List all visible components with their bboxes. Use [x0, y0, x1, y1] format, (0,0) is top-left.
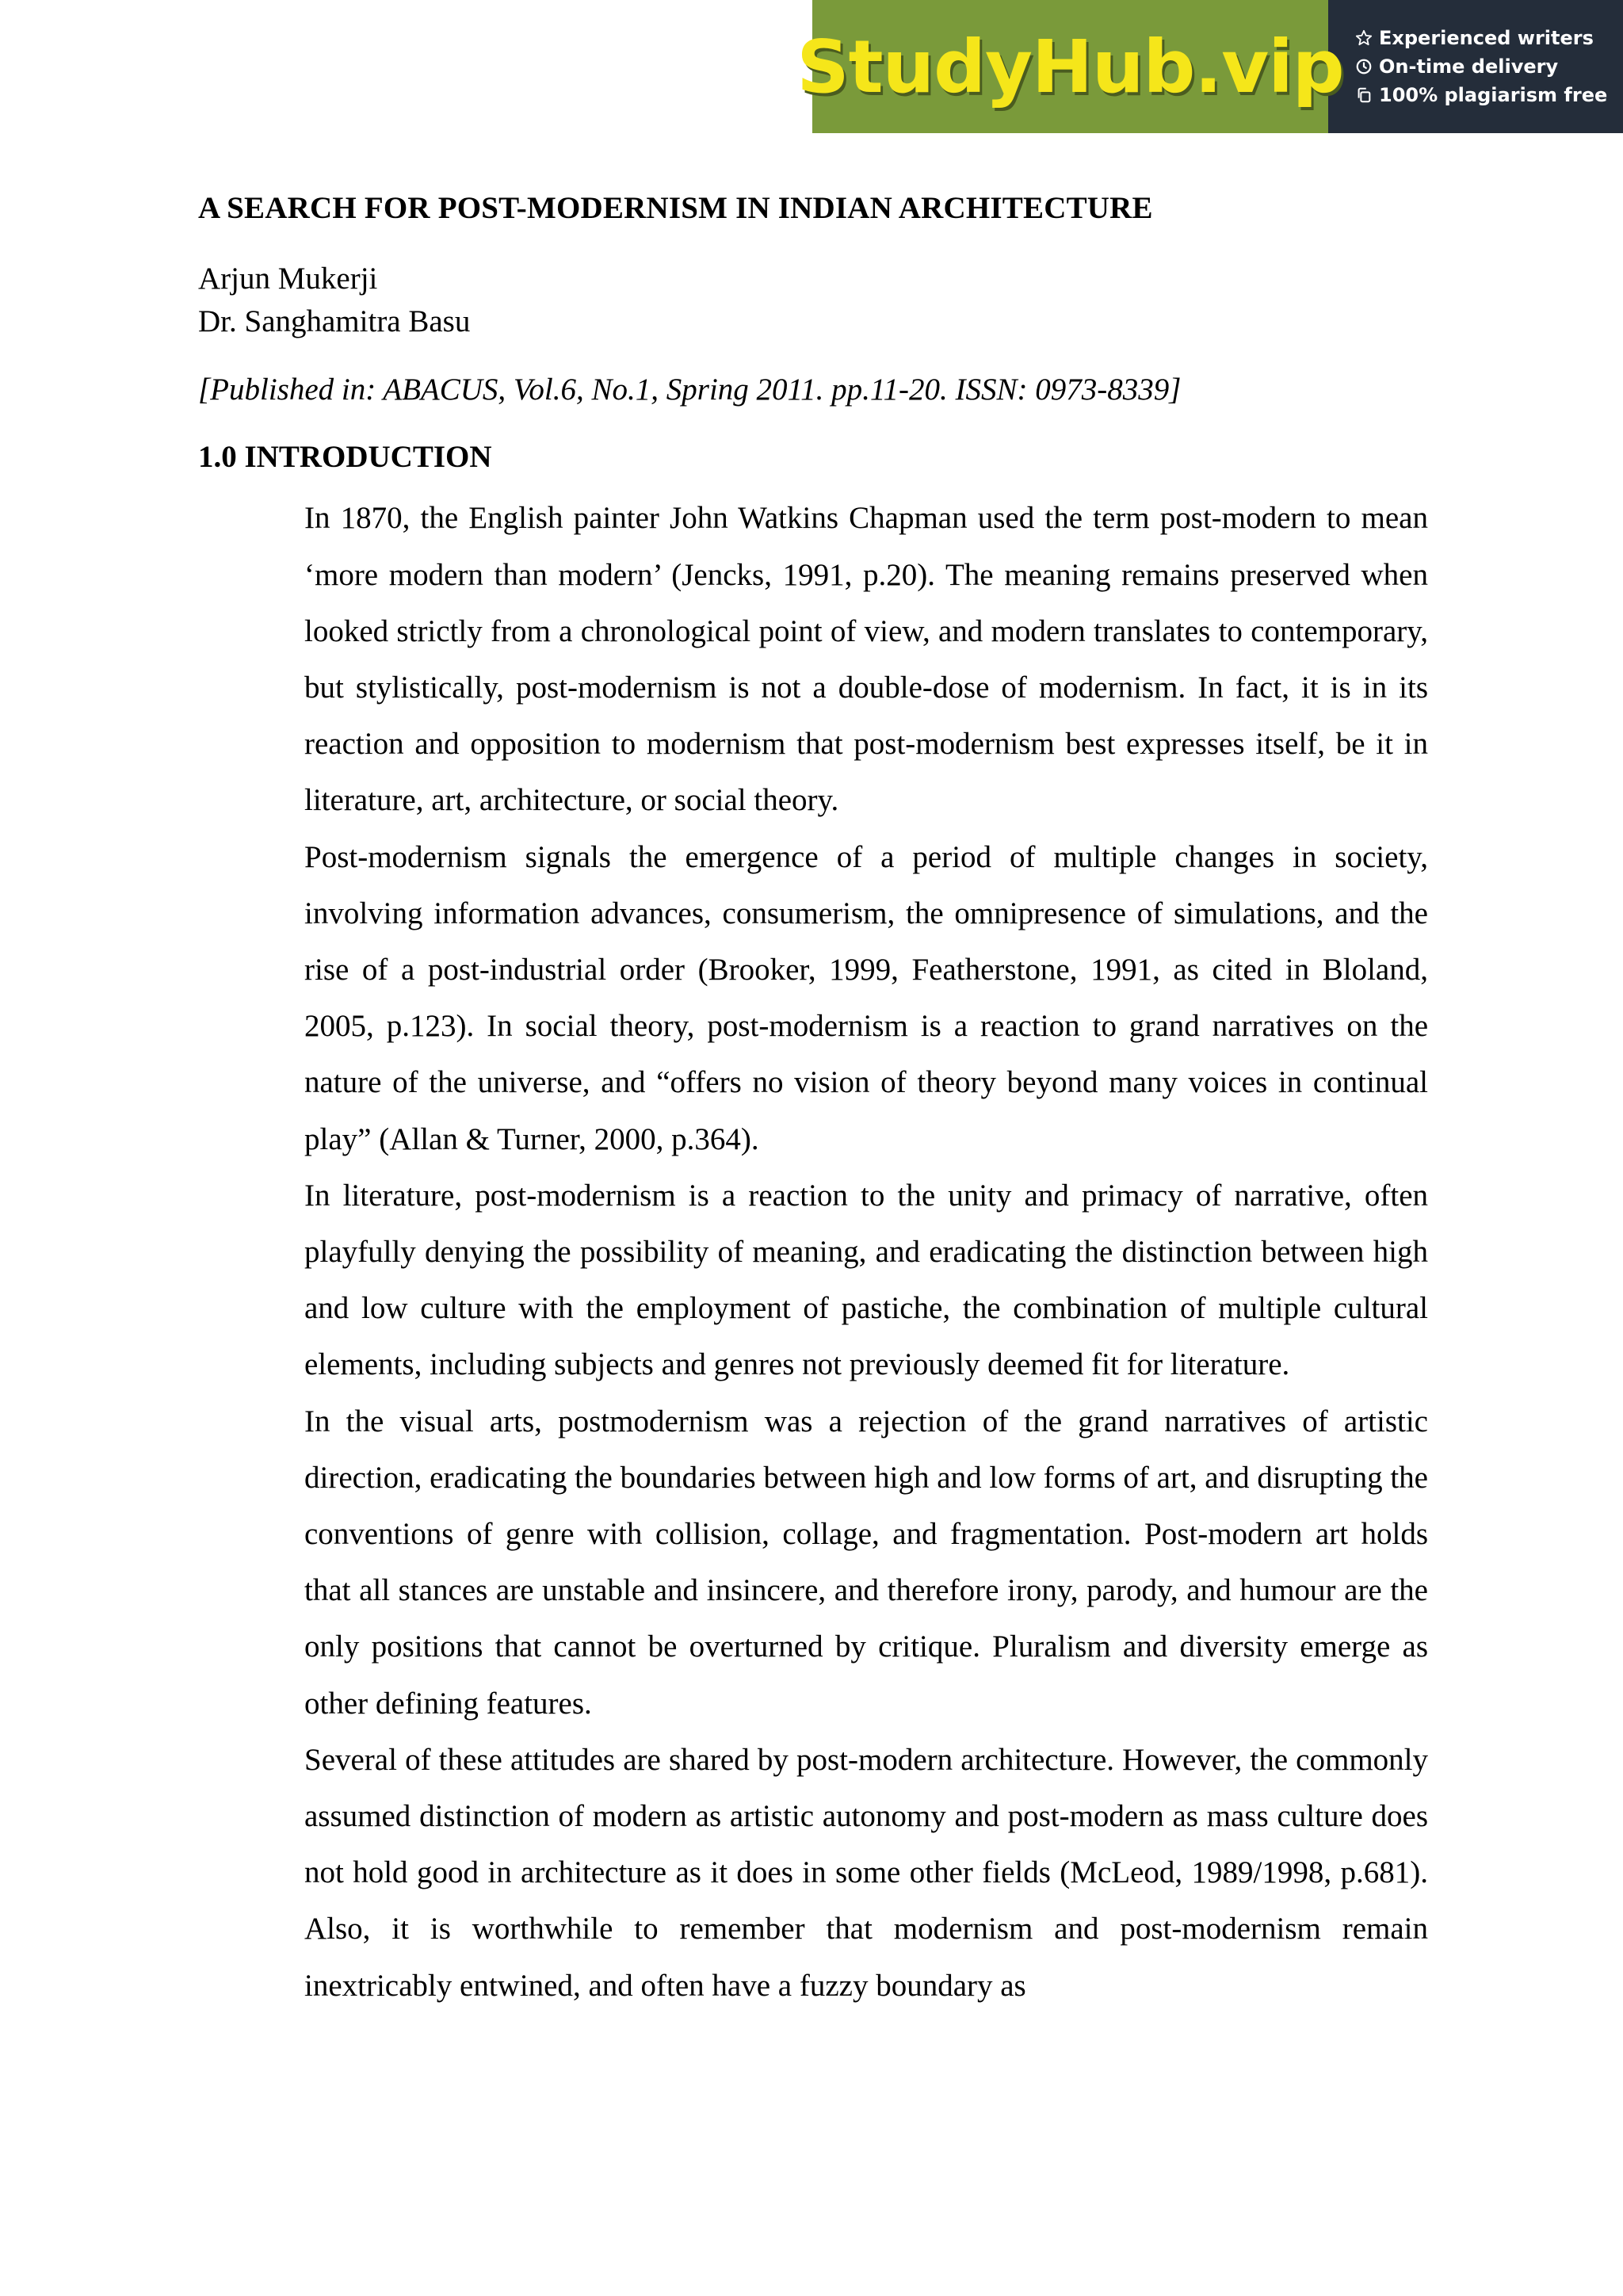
feature-experienced-writers [1355, 27, 1623, 49]
feature-label: Experienced writers [1379, 27, 1594, 49]
author-name: Arjun Mukerji [198, 261, 378, 296]
section-heading: 1.0 INTRODUCTION [198, 439, 492, 474]
paragraph: In 1870, the English painter John Watkins Chapman used the term post-modern to mean ‘more modern than modern’ (Jencks, 1991, p.20). The meaning remains preserved when looked strictly from a chronological point of view, and modern translates to contemporary, but stylistically, post-modernism is not a double-dose of modernism. In fact, it is in its reaction and opposition to modernism that post-modernism best expresses itself, be it in literature, art, architecture, or social theory. [304, 501, 1428, 818]
copy-icon [1355, 86, 1373, 104]
ad-banner[interactable] [796, 0, 1623, 133]
paragraph: In literature, post-modernism is a reaction to the unity and primacy of narrative, often playfully denying the possibility of meaning, and eradicating the distinction between high and low culture with the employment of pastiche, the combination of multiple cultural elements, including subjects and genres not previously deemed fit for literature. [304, 1178, 1428, 1382]
publication-citation: [Published in: ABACUS, Vol.6, No.1, Spring 2011. pp.11-20. ISSN: 0973-8339] [198, 372, 1182, 407]
feature-label: 100% plagiarism free [1379, 84, 1608, 106]
paper-page [198, 190, 1426, 2014]
feature-on-time-delivery [1355, 55, 1623, 78]
paragraph: In the visual arts, postmodernism was a rejection of the grand narratives of artistic direction, eradicating the boundaries between high and low forms of art, and disrupting the conventions of genre with collision, collage, and fragmentation. Post-modern art holds that all stances are unstable and insincere, and therefore irony, parody, and humour are the only positions that cannot be overturned by critique. Pluralism and diversity emerge as other defining features. [304, 1404, 1428, 1721]
feature-plagiarism-free [1355, 84, 1623, 106]
studyhub-logo[interactable] [796, 0, 1344, 133]
clock-icon [1355, 58, 1373, 75]
paragraph: Post-modernism signals the emergence of a period of multiple changes in society, involving information advances, consumerism, the omnipresence of simulations, and the rise of a post-industrial order (Brooker, 1999, Featherstone, 1991, as cited in Bloland, 2005, p.123). In social theory, post-modernism is a reaction to grand narratives on the nature of the universe, and “offers no vision of theory beyond many voices in continual play” (Allan & Turner, 2000, p.364). [304, 839, 1428, 1156]
paragraph: Several of these attitudes are shared by post-modern architecture. However, the commonly assumed distinction of modern as artistic autonomy and post-modern as mass culture does not hold good in architecture as it does in some other fields (McLeod, 1989/1998, p.681). Also, it is worthwhile to remember that modernism and post-modernism remain inextricably entwined, and often have a fuzzy boundary as [304, 1742, 1428, 2003]
author-list [198, 258, 1426, 343]
star-icon [1355, 29, 1373, 47]
banner-features [1328, 0, 1623, 133]
author-name: Dr. Sanghamitra Basu [198, 304, 471, 338]
section-body [304, 490, 1428, 2013]
paper-title: A SEARCH FOR POST-MODERNISM IN INDIAN ARCHITECTURE [198, 191, 1153, 225]
logo-text: StudyHub.vip [796, 24, 1344, 109]
feature-label: On-time delivery [1379, 55, 1559, 78]
